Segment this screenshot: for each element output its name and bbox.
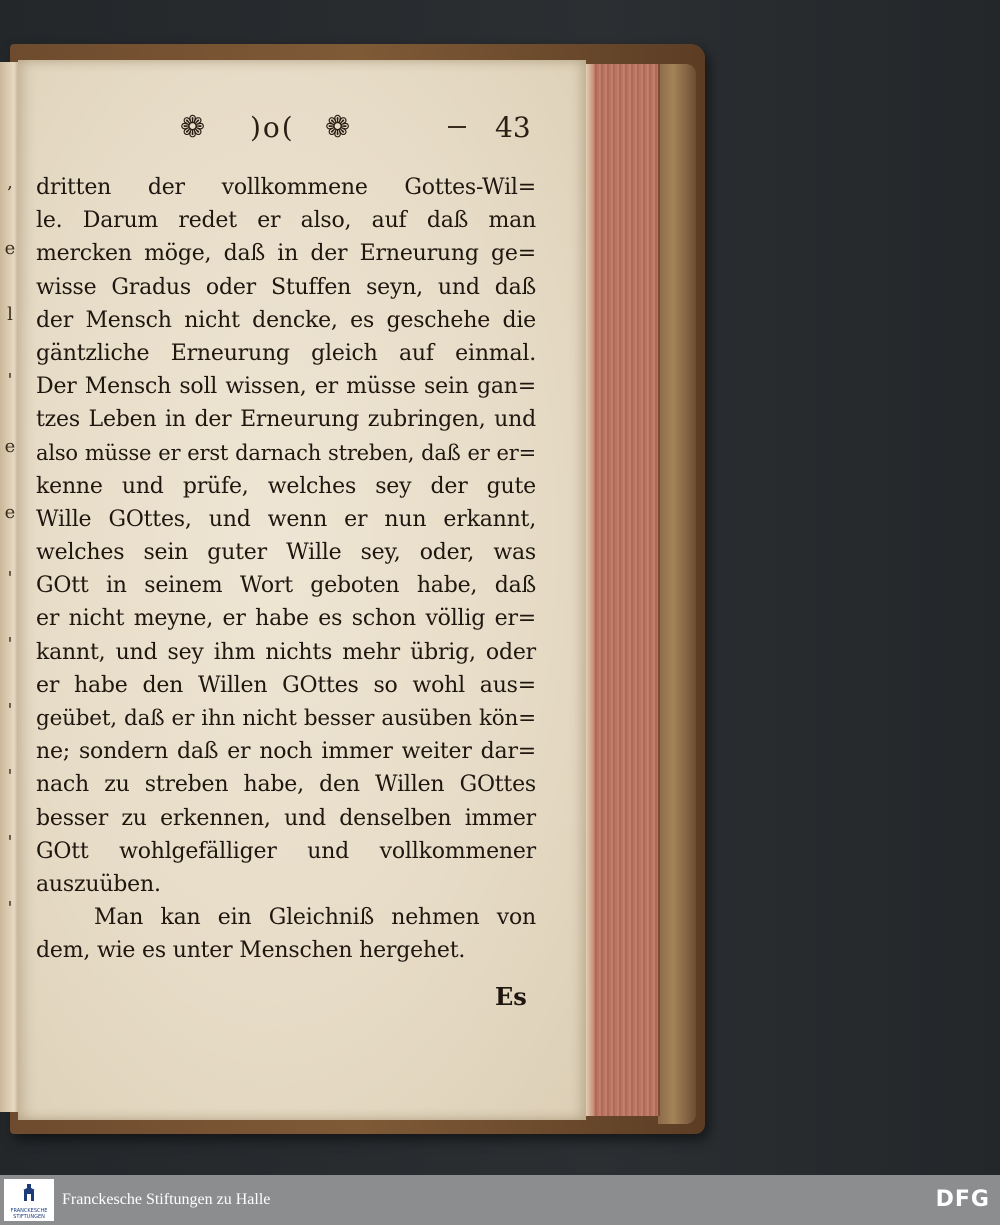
text-line: ne; sondern daß er noch immer weiter dar= bbox=[36, 739, 536, 765]
text-line: mercken möge, daß in der Erneurung ge= bbox=[36, 241, 536, 267]
header-dash bbox=[448, 126, 466, 128]
text-line: GOtt wohlgefälliger und vollkommener bbox=[36, 838, 536, 864]
running-head bbox=[180, 108, 540, 148]
text-line: er habe den Willen GOttes so wohl aus= bbox=[36, 672, 536, 698]
page-number: 43 bbox=[495, 111, 531, 144]
logo-caption-line2: STIFTUNGEN bbox=[13, 1214, 45, 1220]
text-line: Der Mensch soll wissen, er müsse sein gan= bbox=[36, 374, 536, 400]
text-line: le. Darum redet er also, auf daß man bbox=[36, 208, 536, 234]
text-line: gäntzliche Erneurung gleich auf einmal. bbox=[36, 340, 536, 366]
text-line: wisse Gradus oder Stuffen seyn, und daß bbox=[36, 274, 536, 300]
facing-page-mark: , bbox=[7, 172, 13, 193]
footer-bar bbox=[0, 1175, 1000, 1225]
text-line: der Mensch nicht dencke, es geschehe die bbox=[36, 307, 536, 333]
facing-page-mark: ' bbox=[7, 568, 13, 589]
logo-caption bbox=[4, 1208, 54, 1220]
facing-page-mark: ' bbox=[7, 832, 13, 853]
facing-page-mark: ' bbox=[7, 700, 13, 721]
text-line: also müsse er erst darnach streben, daß er er= bbox=[36, 440, 536, 465]
building-icon bbox=[21, 1184, 37, 1202]
text-line: kannt, und sey ihm nichts mehr übrig, oder bbox=[36, 639, 536, 665]
facing-page-mark: ' bbox=[7, 634, 13, 655]
franckesche-stiftungen-logo[interactable] bbox=[4, 1179, 54, 1221]
facing-page-mark: ' bbox=[7, 370, 13, 391]
text-line: kenne und prüfe, welches sey der gute bbox=[36, 473, 536, 499]
facing-page-mark: e bbox=[4, 436, 16, 457]
text-line: geübet, daß er ihn nicht besser ausüben kön= bbox=[36, 706, 536, 731]
facing-page-mark: ' bbox=[7, 766, 13, 787]
text-line: auszuüben. bbox=[36, 871, 161, 897]
flower-ornament-right-icon: ❁ bbox=[325, 110, 351, 145]
text-line: Wille GOttes, und wenn er nun erkannt, bbox=[36, 506, 536, 532]
facing-page-marks bbox=[2, 172, 18, 964]
flower-ornament-left-icon: ❁ bbox=[180, 110, 206, 145]
text-line: dem, wie es unter Menschen hergehet. bbox=[36, 938, 466, 964]
text-line: welches sein guter Wille sey, oder, was bbox=[36, 540, 536, 566]
facing-page-mark: e bbox=[4, 502, 16, 523]
text-line: er nicht meyne, er habe es schon völlig er= bbox=[36, 606, 536, 632]
text-line: Man kan ein Gleichniß nehmen von bbox=[94, 905, 536, 931]
catchword: Es bbox=[495, 982, 527, 1011]
text-line: dritten der vollkommene Gottes-Wil= bbox=[36, 175, 536, 200]
facing-page-mark: ' bbox=[7, 898, 13, 919]
dfg-logo[interactable]: DFG bbox=[935, 1187, 990, 1212]
center-ornament-icon: )o( bbox=[250, 111, 295, 144]
institution-link[interactable]: Franckesche Stiftungen zu Halle bbox=[62, 1191, 271, 1208]
book-fore-edge-binding bbox=[658, 64, 696, 1124]
logo-caption-line1: FRANCKESCHE bbox=[10, 1208, 48, 1214]
body-text bbox=[36, 171, 536, 968]
text-line: GOtt in seinem Wort geboten habe, daß bbox=[36, 573, 536, 599]
facing-page-mark: l bbox=[7, 304, 13, 325]
facing-page-mark: e bbox=[4, 238, 16, 259]
text-line: tzes Leben in der Erneurung zubringen, und bbox=[36, 407, 536, 433]
text-line: besser zu erkennen, und denselben immer bbox=[36, 805, 536, 831]
text-line: nach zu streben habe, den Willen GOttes bbox=[36, 772, 536, 798]
page-block-edges bbox=[586, 64, 660, 1116]
